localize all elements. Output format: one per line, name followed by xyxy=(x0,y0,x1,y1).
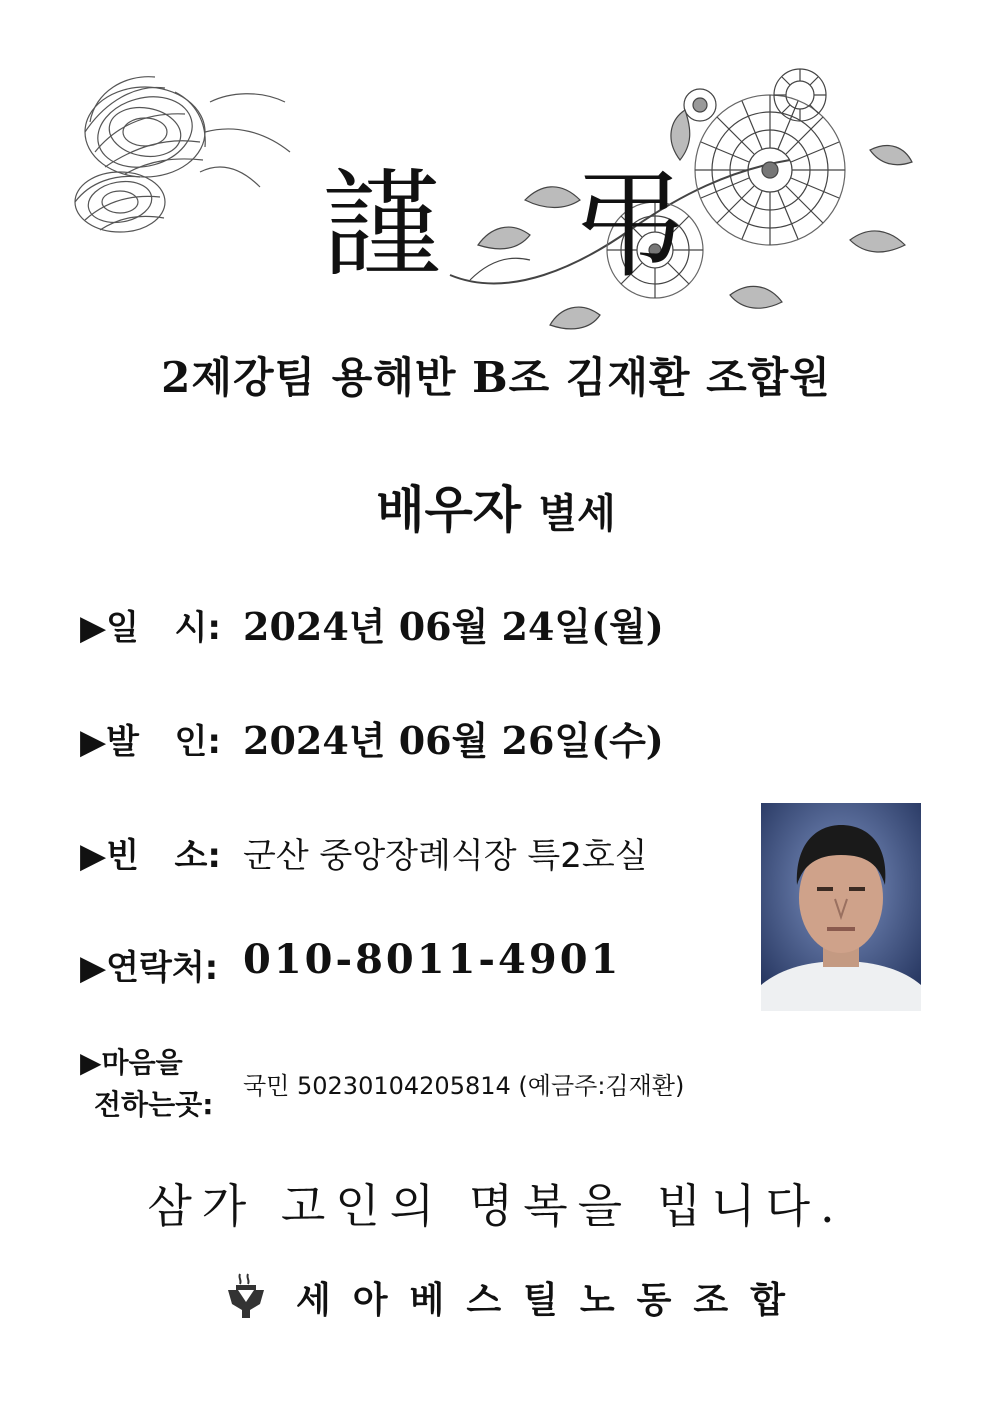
place-label: ▶빈 소: xyxy=(80,836,221,876)
account-label-line2: 전하는곳: xyxy=(94,1088,214,1121)
funeral-value: 2024년 06월 26일(수) xyxy=(243,718,664,763)
relation-heading xyxy=(0,470,992,542)
relation-sub: 별세 xyxy=(538,490,616,537)
portrait-photo-icon xyxy=(761,803,921,1011)
portrait-photo xyxy=(761,803,921,1011)
union-signature xyxy=(226,1268,807,1328)
union-name: 세아베스틸노동조합 xyxy=(296,1280,807,1321)
member-name: 2제강팀 용해반 B조 김재환 조합원 xyxy=(161,353,831,402)
contact-value: 010-8011-4901 xyxy=(243,936,622,983)
closing-message: 삼가 고인의 명복을 빕니다. xyxy=(147,1179,845,1233)
hands-holding-logo-icon xyxy=(226,1272,266,1318)
title-char-jo: 弔 xyxy=(570,156,689,294)
date-value: 2024년 06월 24일(월) xyxy=(243,604,664,649)
place-value: 군산 중앙장례식장 특2호실 xyxy=(243,836,648,876)
condolence-title xyxy=(0,130,992,294)
account-label-line1: ▶마음을 xyxy=(80,1046,183,1079)
relation-main: 배우자 xyxy=(376,480,522,539)
account-label xyxy=(80,1042,240,1126)
date-label: ▶일 시: xyxy=(80,608,221,648)
title-char-geun: 謹 xyxy=(322,156,441,294)
contact-label: ▶연락처: xyxy=(80,948,219,988)
account-value: 국민 50230104205814 (예금주:김재환) xyxy=(243,1072,685,1100)
funeral-label: ▶발 인: xyxy=(80,722,221,762)
